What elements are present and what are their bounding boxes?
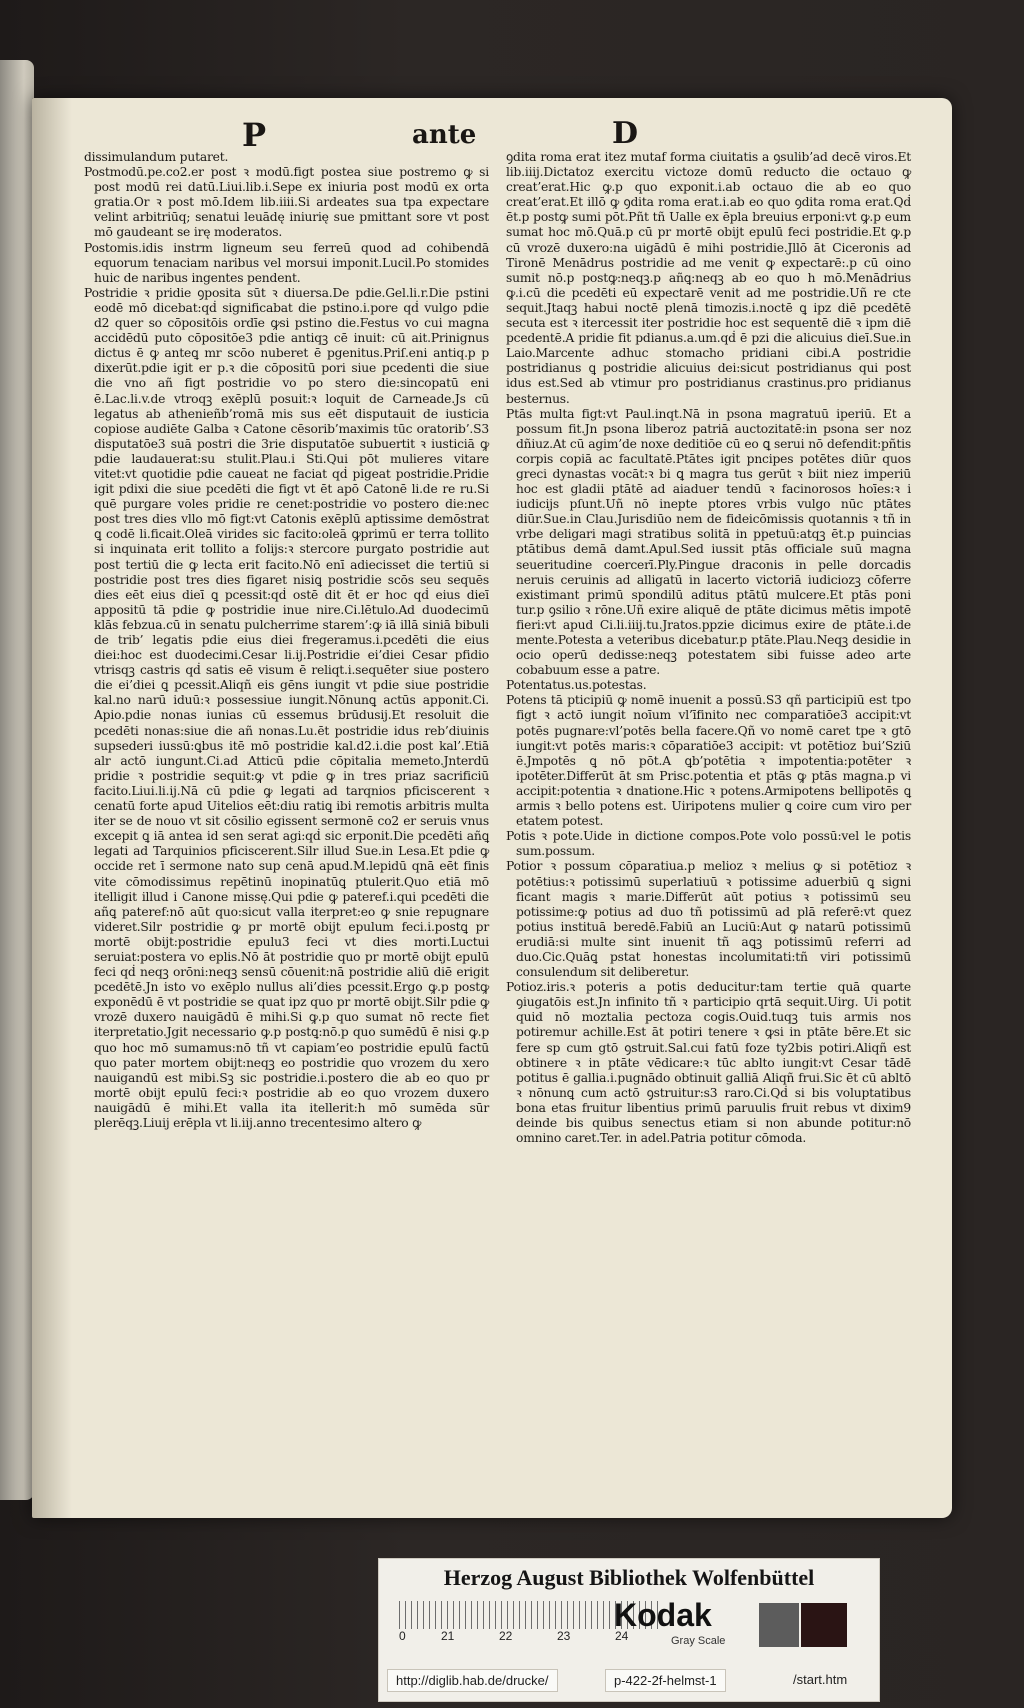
header-left-letter: P xyxy=(242,116,267,154)
entry-paragraph: Postomis.idis instrm ligneum seu ferreū quod ad cohibendā equorum tenaciam naribus vel morsui imponit.Lucil.Po stomides huic de naribus ingentes pendent. xyxy=(84,240,489,285)
entry-paragraph: Potioz.iris.ꝛ poteris a potis deducitur:tam tertie quā quarte ꝯiugatōis est.Jn infinito tñ ꝛ participio qrtā sequit.Uirg. Ui potit quid nō moztalia pectoza cogis.Ouid.tuqꝫ tuis armis nos potiremur achille.Est āt potiri tenere ꝛ ꝙsi in ptāte bēre.Et sic fere sp cum gtō ꝯstruit.Sal.cui fatū foze ty2bis potiri.Aliqñ est obtinere ꝛ in ptāte vēdicare:ꝛ tūc ablto iungit:vt Cesar tādē potitus ē gallia.i.pugnādo obtinuit galliā Aliqñ frui.Sic ēt cū abltō ꝛ nōnunꝗ cum actō ꝯstruitur:s3 raro.Ci.Qḋ si bis voluptatibus bona etas fruitur libentius primū paruulis fruit rebus vt dixim9 deinde bis quibus senectus etiam si non abunde potitur:nō omnino caret.Ter. in adel.Patria potitur cōmoda. xyxy=(506,980,911,1146)
previous-page-edge xyxy=(0,60,34,1500)
entry-paragraph: Potentatus.us.potestas. xyxy=(506,678,647,693)
entry-paragraph: Postridie ꝛ pridie ꝯposita sūt ꝛ diuersa.De pdie.Gel.li.r.Die pstini eodē mō dicebat:qḋ significabat die pstino.i.pore qḋ vulgo pdie d2 quer so cōpositōis ordīe ꝙsi pstino die.Festus vo cui magna accidēdū puto cōpositōe3 pdie antiqꝫ cē inuit: cū ait.Prinignus dictus ē ꝙ anteꝗ mr scōo nuberet ē pgenitus.Priſ.eni antiq.p p dixerūt.pdie igit er p.ꝛ die cōpositū pori siue pcedenti die siue die vno añ figt postridie vo po stero die:sincopatū eni ē.Lac.li.v.de vtroqꝫ exēplū posuit:ꝛ loquit de Carneade.Js cū legatus ab athenieñb’romā mis sus eēt disputauit de iusticia copiose audiēte Galba ꝛ Catone cēsorib’maximis tūc oratorib’.S3 disputatōe3 suā postri die 3rie disputatōe subuertit ꝛ iusticiā ꝙ pdie laudauerat:su stulit.Plau.i Sti.Qui pōt mulieres vitare vitet:vt quotidie pdie caueat ne faciat qḋ pigeat postridie.Pridie igit pdixi die siue pcedēti die figt vt ēt apō Catonē li.de re ru.Si quē purgare voles pridie re cenet:postridie vo postero die:nec post tres dies vllo mō figt:vt Catonis exēplū aptissime demōstrat ꝗ codē li.ficait.Oleā virides sic facito:oleā ꝙprimū er terra tollito si inquinata erit tollito a folijs:ꝛ stercore purgato postridie aut post tertiū die ꝙ lecta erit facito.Nō enī adiecisset die tertiū si postridie post tres dies figaret nisiꝗ postridie scōs seu sequēs dies eēt eius dieī ꝗ pcessit:qḋ ostē dit ēt er hoc qḋ eius dieī appositū tā pdie ꝙ postridie inue nire.Ci.lētulo.Ad duodecimū klās febzua.cū in senatu pulcherrime starem’:ꝙ iā illā siniā bibuli de trib’ legatis pdie eius diei fregeramus.i.pcedēti die eius diei:hoc est duodecimi.Cesar li.ij.Postridie ei’diei Cesar pfidio vtrisqꝫ castris qḋ satis eē visum ē reliqt.i.sequēter siue postero die ei’diei ꝗ pcessit.Aliqñ eis gēns iungit vt pdie siue postridie kal.no narū iduū:ꝛ possessiue iungit.Nōnunꝗ actūs apponit.Ci. Apio.pdie nonas iunias cū essemus brūdusij.Et resoluit die pcedēti nonas:siue die añ nonas.Lu.ēt postridie idus reb’diuinis supsederi iussū:ꝗbus itē mō postridie kal.d2.i.die post kal’.Etiā alr actō iungunt.Ci.ad Atticū pdie cōpitalia memeto.Jnterdū pridie ꝛ postridie sequit:ꝙ vt pdie ꝙ in tres priaz sacrificiū facito.Liui.li.ij.Nā cū pdie ꝙ legati ad tarqnios pficiscerent ꝛ cenatū forte apud Uitelios eēt:diu ratiꝗ ibi remotis arbitris multa iter se de nouo vt sit cōsilio egissent sermonē co2 er seruis vnus excepit ꝗ iā antea id sen serat agi:qḋ sic erponit.Die pcedēti añꝗ legati ad Tarquinios pficiscerent.Silr illud Sue.in Lesa.Et pdie ꝙ occide ret ī sermone nato sup cenā apud.M.lepidū qnā eēt finis vite cōmodissimus repētinū inopinatūꝗ ptulerit.Quo etiā mō itelligit illud i Canone missę.Qui pdie ꝙ pateref.i.qui pcedēti die añꝗ pateref:nō aūt quo:sicut valla iterpret:eo ꝙ snie repugnare videret.Silr postridie ꝙ pr mortē obijt epulum feci.i.postꝗ pr mortē obijt:postridie epulu3 feci vt dies morti.Luctui seruiat:postera vo eplis.Nō āt postridie quo pr mortē obijt epulū feci qḋ neqꝫ orōni:neqꝫ sensū cōuenit:nā postridie aliū diē erigit pcedētē.Jn isto vo exēplo nullus ali’dies pcessit.Ergo ꝙ.p postꝙ exponēdū ē vt postridie se quat ipz quo pr mortē obijt.Silr pdie ꝙ vrozē duxero nauigādū ē mihi.Si ꝙ.p quo sumat nō recte fiet iterpretatio.Jgit necessario ꝙ.p postꝗ:nō.p quo sumēdū ē nisi ꝙ.p quo hoc mō sumamus:nō tñ vt capiam’eo postridie epulū factū quo pater mortem obijt:neqꝫ eo postridie quo vrozem du xero nauigandū est mibi.Sꝫ sic postridie.i.postero die ab eo quo pr mortē obijt epulū feci:ꝛ postridie ab eo quo vrozem duxero nauigādū ē mihi.Et valla ita itellerit:h mō sumēda sūr plerēqꝫ.Liuij erēpla vt li.iij.anno trecentesimo altero ꝙ xyxy=(84,285,489,1130)
ruler-number: 23 xyxy=(557,1629,571,1643)
gray-swatch xyxy=(759,1603,799,1647)
entry-paragraph: Potis ꝛ pote.Uide in dictione compos.Pote volo possū:vel le potis sum.possum. xyxy=(506,829,911,859)
library-name: Herzog August Bibliothek Wolfenbüttel xyxy=(443,1565,815,1590)
start-page-path: /start.htm xyxy=(793,1672,848,1687)
entry-paragraph: dissimulandum putaret. xyxy=(84,150,229,164)
kodak-logo: Kodak xyxy=(614,1597,712,1633)
entry-paragraph: ꝯdita roma erat itez mutaf forma ciuitatis a ꝯsulib’ad decē viros.Et lib.iiij.Dictatoz exercitu victoze domū reducto die octauo ꝙ creat’erat.Hic ꝙ.p quo exponit.i.ab octauo die ab eo quo creat’erat.Et illō ꝙ ꝯdita roma erat.i.ab eo quo ꝯdita roma erat.Qḋ ēt.p postꝙ sumi pōt.Pñt tñ Ualle ex ēpla breuius erponi:vt ꝙ.p eum sumat hoc mō.Quā.p cū pr mortē obijt epulū feci postridie.Et ꝙ.p cū vrozē duxero:na uigādū ē mihi postridie.Jllō āt Ciceronis ad Tironē Menādrus postridie ad me venit ꝙ expectarē:.p cū oino sumit nō.p postꝙ:neqꝫ.p añꝗ:neqꝫ ab eo quo h mō.Menādrius ꝙ.i.cū die pcedēti eū expectarē venit ad me postridie.Uñ re cte sequit.Jtaqꝫ habui noctē plenā timozis.i.noctē ꝗ ipz diē pcedētē secuta est ꝛ itercessit iter postridie hoc est sequentē diē ꝛ ipm diē pcedentē.A pridie fit pdianus.a.um.qḋ ē pzi die alicuius dieī.Sue.in Laio.Marcente adhuc stomacho pridiani cibi.A postridie postridianus ꝗ postridie alicuius dei:sicut postridianus qui post idus est.Sed ab vtimur pro postridianus crastinus.pro pridianus besternus. xyxy=(506,150,911,406)
header-right-letter: D xyxy=(612,116,639,151)
entry-paragraph: Potens tā pticipiū ꝙ nomē inuenit a possū.S3 qñ participiū est tpo figt ꝛ actō iungit noīum vl’īfinito nec comparatiōe3 accipit:vt potēs pugnare:vl’potēs bella facere.Qñ vo nomē caret tpe ꝛ gtō iungit:vt potēs maris:ꝛ cōparatiōe3 accipit: vt potētioz bui’Sziū ē.Jmpotēs ꝗ nō pōt.A ꝗb’potētia ꝛ impotentia:potēter ꝛ ipotēter.Differūt āt sm Prisc.potentia et ptās ꝙ ptās magna.p vi accipit:potentia ꝛ dnatione.Hic ꝛ potens.Armipotens bellipotēs ꝗ armis ꝛ bello potens est. Uiripotens mulier ꝗ coire cum viro per etatem potest. xyxy=(506,693,911,829)
entry-paragraph: Ptās multa figt:vt Paul.inqt.Nā in psona magratuū iperiū. Et a possum fit.Jn psona liberoz patriā auctozitatē:in psona ser noz dñiuz.At cū agim’de noxe deditiōe cū eo ꝗ serui nō defendit:pñtis corpis copiā ac facultatē.Ptātes igit pncipes potētes diūr quos greci dynastas vocāt:ꝛ bi ꝗ magra tus gerūt ꝛ biit niez imperiū hoc est gladii ptātē ad aiaduer tendū ꝛ facinorosos hoīes:ꝛ i iudicijs pſunt.Uñ nō inepte ptores vrbis vulgo nūc ptātes diūr.Sue.in Clau.Jurisdiūo nem de fideicōmissis quotannis ꝛ tñ in vrbe deligari magi stratibus solitā in ppetuū:atqꝫ ēt.p puincias ptātibus demā damt.Apul.Sed iussit ptās officiale suū magna seueritudine coercerī.Ply.Pingue draconis in pelle dorcadis neruis ceruinis ad alligatū in lacerto victoriā iudiciozꝫ cōferre existimant primū spondilū aditus ptātū mulcere.Et ptās poni tur.p ꝯsilio ꝛ rōne.Uñ exire aliquē de ptāte dicimus mētis impotē fieri:vt apud Ci.li.iiij.tu.Jratos.ppzie dicimus exire de ptāte.i.de mente.Potesta a veteribus dicebatur.p ptāte.Plau.Neqꝫ desidie in ocio operū dedisse:neqꝫ potestatem sibi fuisse adeo arte cobabuum esse a patre. xyxy=(506,406,911,678)
ruler-number: 24 xyxy=(615,1629,629,1643)
source-url: http://diglib.hab.de/drucke/ xyxy=(387,1669,558,1692)
text-column-right xyxy=(506,150,911,1146)
shelfmark-label: p-422-2f-helmst-1 xyxy=(605,1669,726,1692)
ruler-number: 0 xyxy=(399,1629,406,1643)
ruler-number: 21 xyxy=(441,1629,455,1643)
book-page xyxy=(32,98,952,1518)
gray-scale-label: Gray Scale xyxy=(671,1635,726,1647)
entry-paragraph: Postmodū.pe.co2.er post ꝛ modū.figt postea siue postremo ꝙ si post modū rei datū.Liui.lib.i.Sepe ex iniuria post modū ex orta gratia.Or ꝛ post mō.Idem lib.iiii.Si ardeates sua tpa expectare velint arbitriūq; senatui leuādę iniurię sue pmittant sore vt post mō gaudeant se irę moderatos. xyxy=(84,165,489,240)
color-target-card xyxy=(378,1558,880,1702)
header-catchword: ante xyxy=(412,120,477,150)
dark-swatch xyxy=(801,1603,847,1647)
gutter-shadow xyxy=(32,98,72,1518)
ruler-number: 22 xyxy=(499,1629,513,1643)
text-column-left xyxy=(84,150,489,1131)
entry-paragraph: Potior ꝛ possum cōparatiua.p melioz ꝛ melius ꝙ si potētioz ꝛ potētius:ꝛ potissimū superlatiuū ꝛ potissime aduerbiū ꝗ signi ficant magis ꝛ marie.Differūt aūt potius ꝛ potissimū seu potissime:ꝙ potius ad duo tñ potissimū ad plā referē:vt quez potius instituā beredē.Fabiū an Luciū:Aut ꝙ natarū potissimū erudiā:si multe sint inuenit tñ aꝗꝫ potissimū referri ad duo.Cic.Quāꝗ pstat honestas incolumitati:tñ viri potissimū consulendum sit deliberetur. xyxy=(506,859,911,980)
